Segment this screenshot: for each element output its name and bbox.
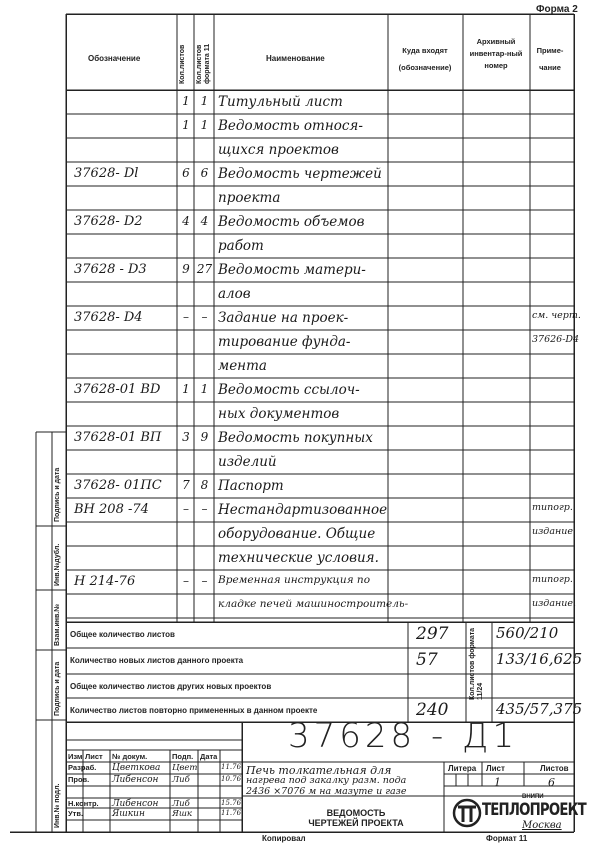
row-count-format: 6 (200, 166, 209, 180)
row-name: Нестандартизованное (218, 502, 388, 518)
list-value: 1 (494, 776, 501, 789)
row-count-format: 27 (196, 262, 213, 276)
row-note: типогр. (532, 502, 573, 513)
row-name: изделий (218, 454, 277, 470)
row-count-sheets: – (183, 310, 189, 324)
row-count-format: 9 (200, 430, 209, 444)
header-designation: Обозначение (88, 54, 141, 63)
tb-description-line: нагрева под закалку разм. пода (246, 775, 407, 786)
row-note: см. черт. (532, 310, 581, 321)
header-name: Наименование (266, 54, 325, 63)
row-note: 37626-D4 (532, 334, 580, 345)
row-name: Ведомость покупных (218, 430, 373, 446)
row-name: работ (218, 238, 264, 254)
summary-label: Количество листов повторно примененных в данном проекте (70, 706, 318, 715)
row-name: ных документов (218, 406, 340, 422)
tb-name: Яшкин (112, 809, 145, 819)
list-label: Лист (486, 764, 505, 773)
row-name: Ведомость ссылоч- (218, 382, 360, 398)
summary-label: Общее количество листов (70, 630, 175, 639)
tb-name: Либенсон (112, 775, 159, 785)
row-count-sheets: 1 (182, 382, 190, 396)
footer-format: Формат 11 (486, 834, 528, 843)
row-name: щихся проектов (218, 142, 339, 158)
row-count-sheets: – (183, 502, 189, 516)
row-name: кладке печей машиностроитель- (218, 598, 409, 610)
row-designation: 37628- Dl (74, 166, 139, 181)
tb-description-line: 2436 ×7076 м на мазуте и газе (246, 786, 407, 797)
left-strip-label: Инв.№ подл. (54, 783, 61, 828)
org-small: ВНИПИ (522, 794, 544, 800)
row-note: типогр. (532, 574, 573, 585)
row-count-sheets: 4 (182, 214, 190, 228)
row-name: Титульный лист (218, 94, 343, 110)
row-name: Задание на проек- (218, 310, 349, 326)
tb-date: 15.76 (221, 799, 242, 807)
row-designation: 37628- D2 (74, 214, 143, 229)
tb-role: Н.контр. (68, 799, 99, 808)
tb-name: Цветкова (112, 763, 161, 773)
row-name: алов (218, 286, 251, 302)
row-count-format: – (201, 502, 208, 516)
row-designation: Н 214-76 (74, 574, 136, 589)
row-name: Ведомость относя- (218, 118, 363, 134)
header-count-format: Кол.листов формата 11 (196, 43, 211, 84)
org-name: ТЕПЛОПРОЕКТ (482, 800, 586, 820)
left-strip-label: Подпись и дата (54, 467, 61, 522)
teploproekt-logo-icon (452, 798, 482, 828)
row-note: издание (532, 526, 573, 537)
row-count-format: 8 (200, 478, 209, 492)
row-count-format: 4 (200, 214, 209, 228)
tb-date: 11.76 (221, 809, 242, 817)
row-count-sheets: 1 (182, 118, 190, 132)
tb-role: Разраб. (68, 763, 97, 772)
row-name: Временная инструкция по (218, 574, 371, 586)
summary-right-value: 133/16,625 (496, 650, 583, 668)
summary-label: Количество новых листов данного проекта (70, 656, 244, 665)
org-city: Москва (522, 820, 562, 831)
row-name: Ведомость объемов (218, 214, 365, 230)
row-name: тирование фунда- (218, 334, 351, 350)
doc-number: 37628 - Д1 (288, 716, 519, 756)
row-name: технические условия. (218, 550, 379, 566)
tb-signature: Яшк (172, 809, 192, 819)
summary-right-value: 435/57,375 (496, 700, 583, 718)
litera-label: Литера (448, 764, 477, 773)
tb-date: 10.76 (221, 775, 242, 783)
left-strip-label: Взам.инв.№ (54, 603, 61, 646)
row-designation: ВН 208 -74 (74, 502, 149, 517)
row-name: оборудование. Общие (218, 526, 376, 542)
tb-role: Утв. (68, 809, 84, 818)
tb-header-cell: Лист (85, 752, 103, 761)
listov-label: Листов (540, 764, 569, 773)
tb-signature: Цвет (172, 763, 198, 773)
row-count-sheets: – (183, 574, 189, 588)
row-designation: 37628- D4 (74, 310, 143, 325)
tb-role: Пров. (68, 775, 90, 784)
summary-value: 57 (416, 650, 438, 670)
summary-value: 240 (416, 700, 449, 720)
row-count-format: 1 (200, 118, 209, 132)
row-count-sheets: 6 (182, 166, 190, 180)
summary-label: Общее количество листов других новых проектов (70, 682, 272, 691)
row-count-format: – (201, 310, 208, 324)
left-strip-label: Подпись и дата (54, 661, 61, 716)
row-note: издание. (532, 598, 577, 609)
sheet-title-line-1: ВЕДОМОСТЬ (326, 808, 386, 818)
header-count-sheets: Кол.листов (179, 44, 186, 84)
org-logo (452, 794, 586, 834)
row-designation: 37628 - D3 (74, 262, 147, 277)
summary-right-value: 560/210 (496, 624, 559, 642)
row-designation: 37628-01 BD (74, 382, 161, 397)
row-count-format: 1 (200, 382, 209, 396)
row-count-sheets: 3 (182, 430, 190, 444)
tb-header-cell: № докум. (112, 752, 148, 761)
row-count-format: – (201, 574, 208, 588)
left-strip-label: Инв.№дубл. (54, 543, 61, 586)
row-count-sheets: 9 (182, 262, 190, 276)
row-name: Паспорт (218, 478, 284, 494)
summary-vertical-label: Кол.листов формата 11/24 (469, 627, 484, 700)
row-count-sheets: 1 (182, 94, 190, 108)
sheet-title-line-2: ЧЕРТЕЖЕЙ ПРОЕКТА (308, 818, 404, 828)
tb-header-cell: Подп. (172, 752, 194, 761)
sheet-title (266, 808, 446, 828)
tb-name: Либенсон (112, 799, 159, 809)
header-note: Приме-чание (536, 46, 564, 72)
footer-copy: Копировал (262, 834, 306, 843)
row-name: Ведомость чертежей (218, 166, 382, 182)
row-designation: 37628-01 BП (74, 430, 162, 445)
header-archive: Архивный инвентар-ный номер (469, 37, 523, 70)
row-designation: 37628- 01ПС (74, 478, 162, 493)
header-where: Куда входят (обозначение) (398, 46, 452, 72)
tb-header-cell: Изм (68, 752, 83, 761)
row-count-sheets: 7 (182, 478, 190, 492)
tb-header-cell: Дата (200, 752, 218, 761)
tb-description-line: Печь толкательная для (246, 764, 392, 777)
tb-date: 11.76 (221, 763, 242, 771)
tb-signature: Либ (172, 799, 190, 809)
row-name: мента (218, 358, 267, 374)
row-name: проекта (218, 190, 281, 206)
form-label: Форма 2 (536, 4, 578, 15)
row-count-format: 1 (200, 94, 209, 108)
row-name: Ведомость матери- (218, 262, 366, 278)
tb-signature: Либ (172, 775, 190, 785)
listov-value: 6 (548, 776, 555, 789)
summary-value: 297 (416, 624, 449, 644)
